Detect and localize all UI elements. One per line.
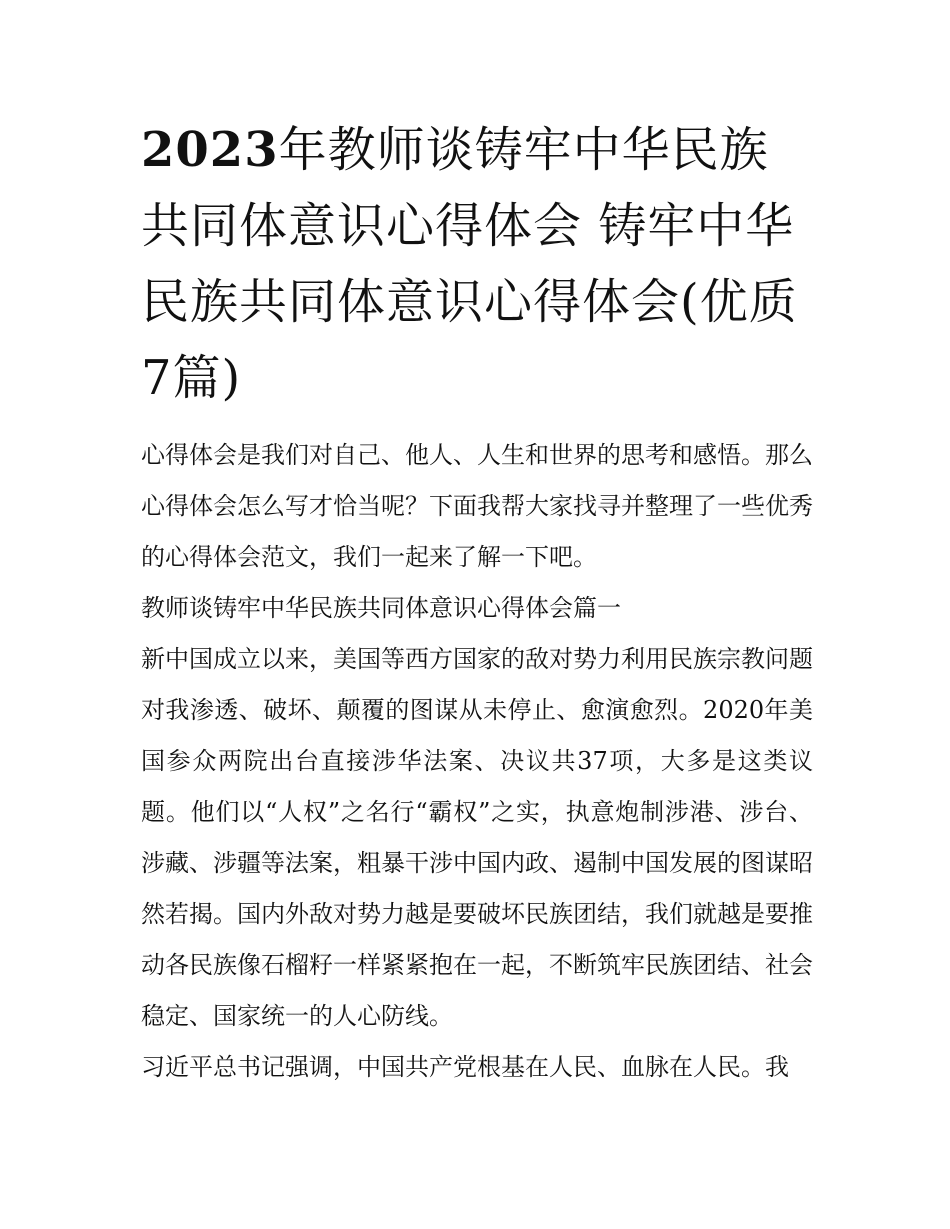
intro-paragraph: 心得体会是我们对自己、他人、人生和世界的思考和感悟。那么心得体会怎么写才恰当呢？下面我帮大家找寻并整理了一些优秀的心得体会范文，我们一起来了解一下吧。	[141, 441, 813, 571]
document-body	[141, 112, 813, 1093]
body-paragraph-1: 新中国成立以来，美国等西方国家的敌对势力利用民族宗教问题对我渗透、破坏、颠覆的图谋从未停止、愈演愈烈。2020年美国参众两院出台直接涉华法案、决议共37项，大多是这类议题。他们以“人权”之名行“霸权”之实，执意炮制涉港、涉台、涉藏、涉疆等法案，粗暴干涉中国内政、遏制中国发展的图谋昭然若揭。国内外敌对势力越是要破坏民族团结，我们就越是要推动各民族像石榴籽一样紧紧抱在一起，不断筑牢民族团结、社会稳定、国家统一的人心防线。	[141, 645, 813, 1030]
title-text: 年教师谈铸牢中华民族共同体意识心得体会 铸牢中华民族共同体意识心得体会(优质7篇)	[141, 122, 798, 406]
title-year: 2023	[141, 122, 279, 178]
section-heading: 教师谈铸牢中华民族共同体意识心得体会篇一	[141, 594, 621, 622]
body-paragraph-2: 习近平总书记强调，中国共产党根基在人民、血脉在人民。我	[141, 1053, 789, 1081]
document-title	[141, 112, 813, 416]
text-block	[141, 430, 813, 1093]
